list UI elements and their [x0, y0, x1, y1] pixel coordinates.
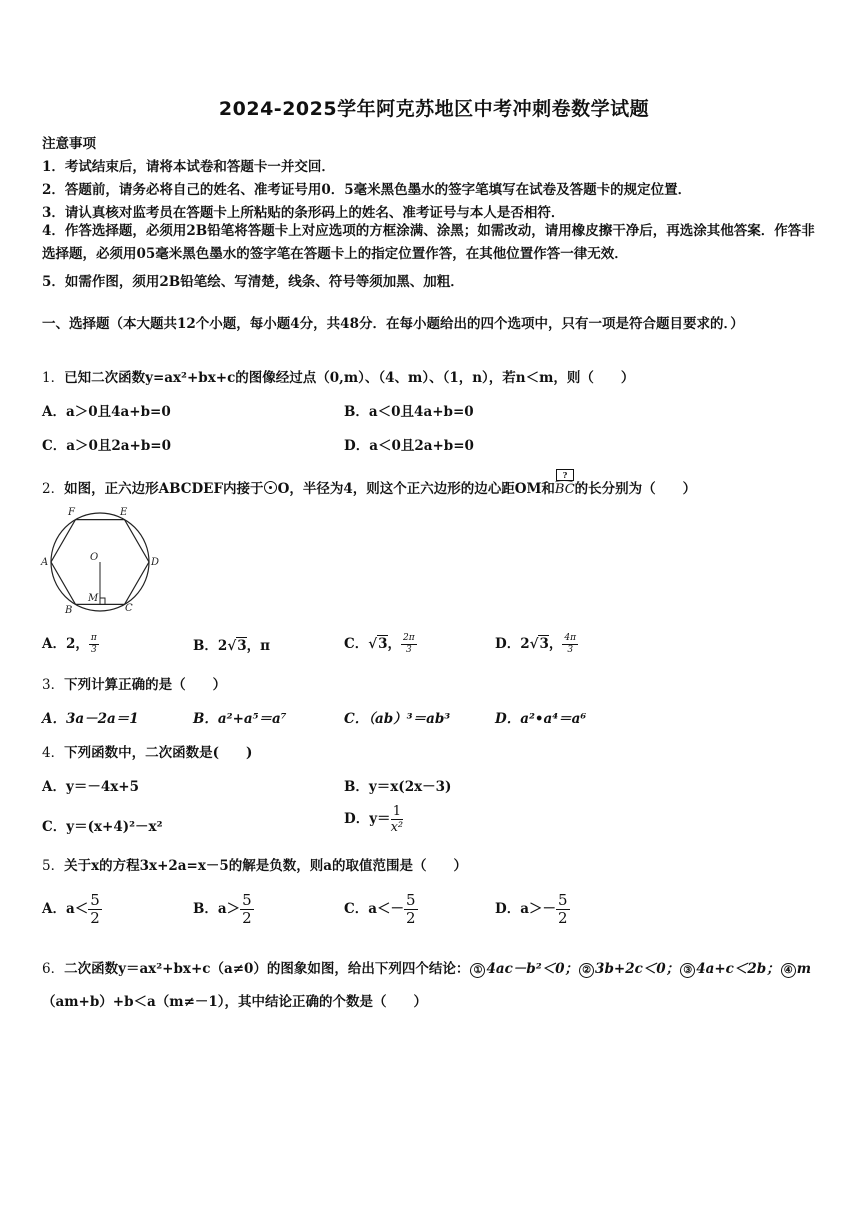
sqrt-symbol: √3 [368, 636, 388, 652]
q2-option-a: A．2， $\frac{\pi}{3}$ [42, 633, 97, 655]
q1-option-b: B．a＜0且4a+b=0 [344, 404, 474, 420]
circle-dot-icon [264, 481, 277, 494]
question-5 [42, 854, 467, 874]
question-stem: 下列函数中，二次函数是( ) [64, 745, 253, 761]
q5-option-a: A．a＜ $\frac{5}{2}$ [42, 891, 100, 927]
question-6-line-2: （am+b）+b＜a（m≠－1），其中结论正确的个数是（ ） [42, 994, 428, 1010]
fraction: $\frac{\pi}{3}$ [90, 633, 97, 655]
fraction: $\frac{5}{2}$ [557, 891, 568, 927]
question-stem: 已知二次函数y=ax²+bx+c的图像经过点（0,m）、（4、m）、（1，n），若n＜m，则（ ） [64, 370, 635, 386]
notice-heading: 注意事项 [42, 136, 96, 152]
circled-number: ② [579, 963, 594, 978]
q3-option-d: D．a²•a⁴＝a⁶ [495, 711, 587, 727]
q2-option-b: B．2√3，π [193, 638, 270, 654]
question-4 [42, 741, 252, 761]
question-stem: O，半径为4，则这个正六边形的边心距OM和 [277, 481, 555, 497]
q3-option-c: C．（ab）³＝ab³ [344, 711, 451, 727]
question-1 [42, 366, 634, 386]
question-number: 3． [42, 677, 65, 693]
question-number: 6． [42, 961, 65, 977]
q5-option-b: B．a＞ $\frac{5}{2}$ [193, 891, 252, 927]
question-stem: 关于x的方程3x+2a=x－5的解是负数，则a的取值范围是（ ） [64, 858, 468, 874]
sqrt-symbol: √3 [529, 636, 549, 652]
sqrt-symbol: √3 [227, 638, 247, 654]
circled-number: ③ [680, 963, 695, 978]
question-number: 4． [42, 745, 65, 761]
label-a: A [41, 557, 49, 568]
question-number: 5． [42, 858, 65, 874]
q4-option-d: D．y＝ $\frac{1}{\text{x²}}$ [344, 804, 404, 835]
question-3 [42, 673, 226, 693]
question-number: 1． [42, 370, 65, 386]
arc-mark-icon [555, 480, 573, 485]
right-angle-mark [100, 598, 105, 604]
label-f: F [68, 507, 75, 518]
label-d: D [151, 557, 160, 568]
fraction: $\frac{4\pi}{3}$ [564, 633, 577, 655]
circled-number: ① [470, 963, 485, 978]
label-o: O [90, 552, 99, 563]
label-b: B [65, 605, 73, 616]
question-stem: 如图，正六边形ABCDEF内接于 [64, 481, 264, 497]
q1-option-a: A．a＞0且4a+b=0 [42, 404, 171, 420]
missing-symbol-icon: ? [556, 469, 574, 481]
notice-item-4: 4．作答选择题，必须用2B铅笔将答题卡上对应选项的方框涂满、涂黑；如需改动，请用橡皮擦干净后，再选涂其他答案．作答非选择题，必须用05毫米黑色墨水的签字笔在答题卡上的指定位置作答，在其他位置作答一律无效． [42, 223, 815, 262]
hexagon-figure [38, 502, 162, 616]
question-stem: 二次函数y＝ax²+bx+c（a≠0）的图象如图，给出下列四个结论： [64, 961, 470, 977]
fraction: $\frac{1}{\text{x²}}$ [390, 804, 404, 835]
q5-option-d: D．a＞－ $\frac{5}{2}$ [495, 891, 568, 927]
q3-option-a: A．3a－2a＝1 [42, 711, 139, 727]
q1-option-c: C．a＞0且2a+b=0 [42, 438, 171, 454]
notice-item-5: 5．如需作图，须用2B铅笔绘、写清楚，线条、符号等须加黑、加粗． [42, 274, 464, 290]
q5-option-c: C．a＜－ $\frac{5}{2}$ [344, 891, 416, 927]
page-title: 2024-2025学年阿克苏地区中考冲刺卷数学试题 [218, 98, 650, 120]
section-heading: 一、选择题（本大题共12个小题，每小题4分，共48分．在每小题给出的四个选项中，只有一项是符合题目要求的．） [42, 316, 744, 332]
question-number: 2． [42, 481, 65, 497]
question-stem: 下列计算正确的是（ ） [64, 677, 227, 693]
q4-option-a: A．y＝－4x+5 [42, 779, 139, 795]
fraction: $\frac{5}{2}$ [406, 891, 416, 927]
label-e: E [120, 507, 128, 518]
label-c: C [125, 603, 133, 614]
fraction: $\frac{2\pi}{3}$ [403, 633, 415, 655]
question-6-line-1: 6．二次函数y＝ax²+bx+c（a≠0）的图象如图，给出下列四个结论： ① 4ac－b²＜0； ② 3b+2c＜0； ③ 4a+c＜2b； ④ m [42, 961, 812, 977]
notice-item-2: 2．答题前，请务必将自己的姓名、准考证号用0．5毫米黑色墨水的签字笔填写在试卷及答题卡的规定位置． [42, 182, 692, 198]
q4-option-b: B．y＝x(2x－3) [344, 779, 452, 795]
question-2 [42, 470, 697, 497]
fraction: $\frac{5}{2}$ [90, 891, 100, 927]
q4-option-c: C．y＝(x+4)²－x² [42, 819, 163, 835]
q1-option-d: D．a＜0且2a+b=0 [344, 438, 474, 454]
question-stem: 的长分别为（ ） [574, 481, 697, 497]
arc-bc: ? BC [554, 470, 575, 497]
circled-number: ④ [781, 963, 796, 978]
notice-item-1: 1．考试结束后，请将本试卷和答题卡一并交回． [42, 159, 335, 175]
label-m: M [88, 593, 99, 604]
q2-option-d: D．2√3， $\frac{4\pi}{3}$ [495, 633, 577, 655]
notice-item-3: 3．请认真核对监考员在答题卡上所粘贴的条形码上的姓名、准考证号与本人是否相符． [42, 205, 565, 221]
fraction: $\frac{5}{2}$ [242, 891, 252, 927]
q3-option-b: B．a²+a⁵＝a⁷ [193, 711, 287, 727]
q2-option-c: C．√3， $\frac{2\pi}{3}$ [344, 633, 415, 655]
